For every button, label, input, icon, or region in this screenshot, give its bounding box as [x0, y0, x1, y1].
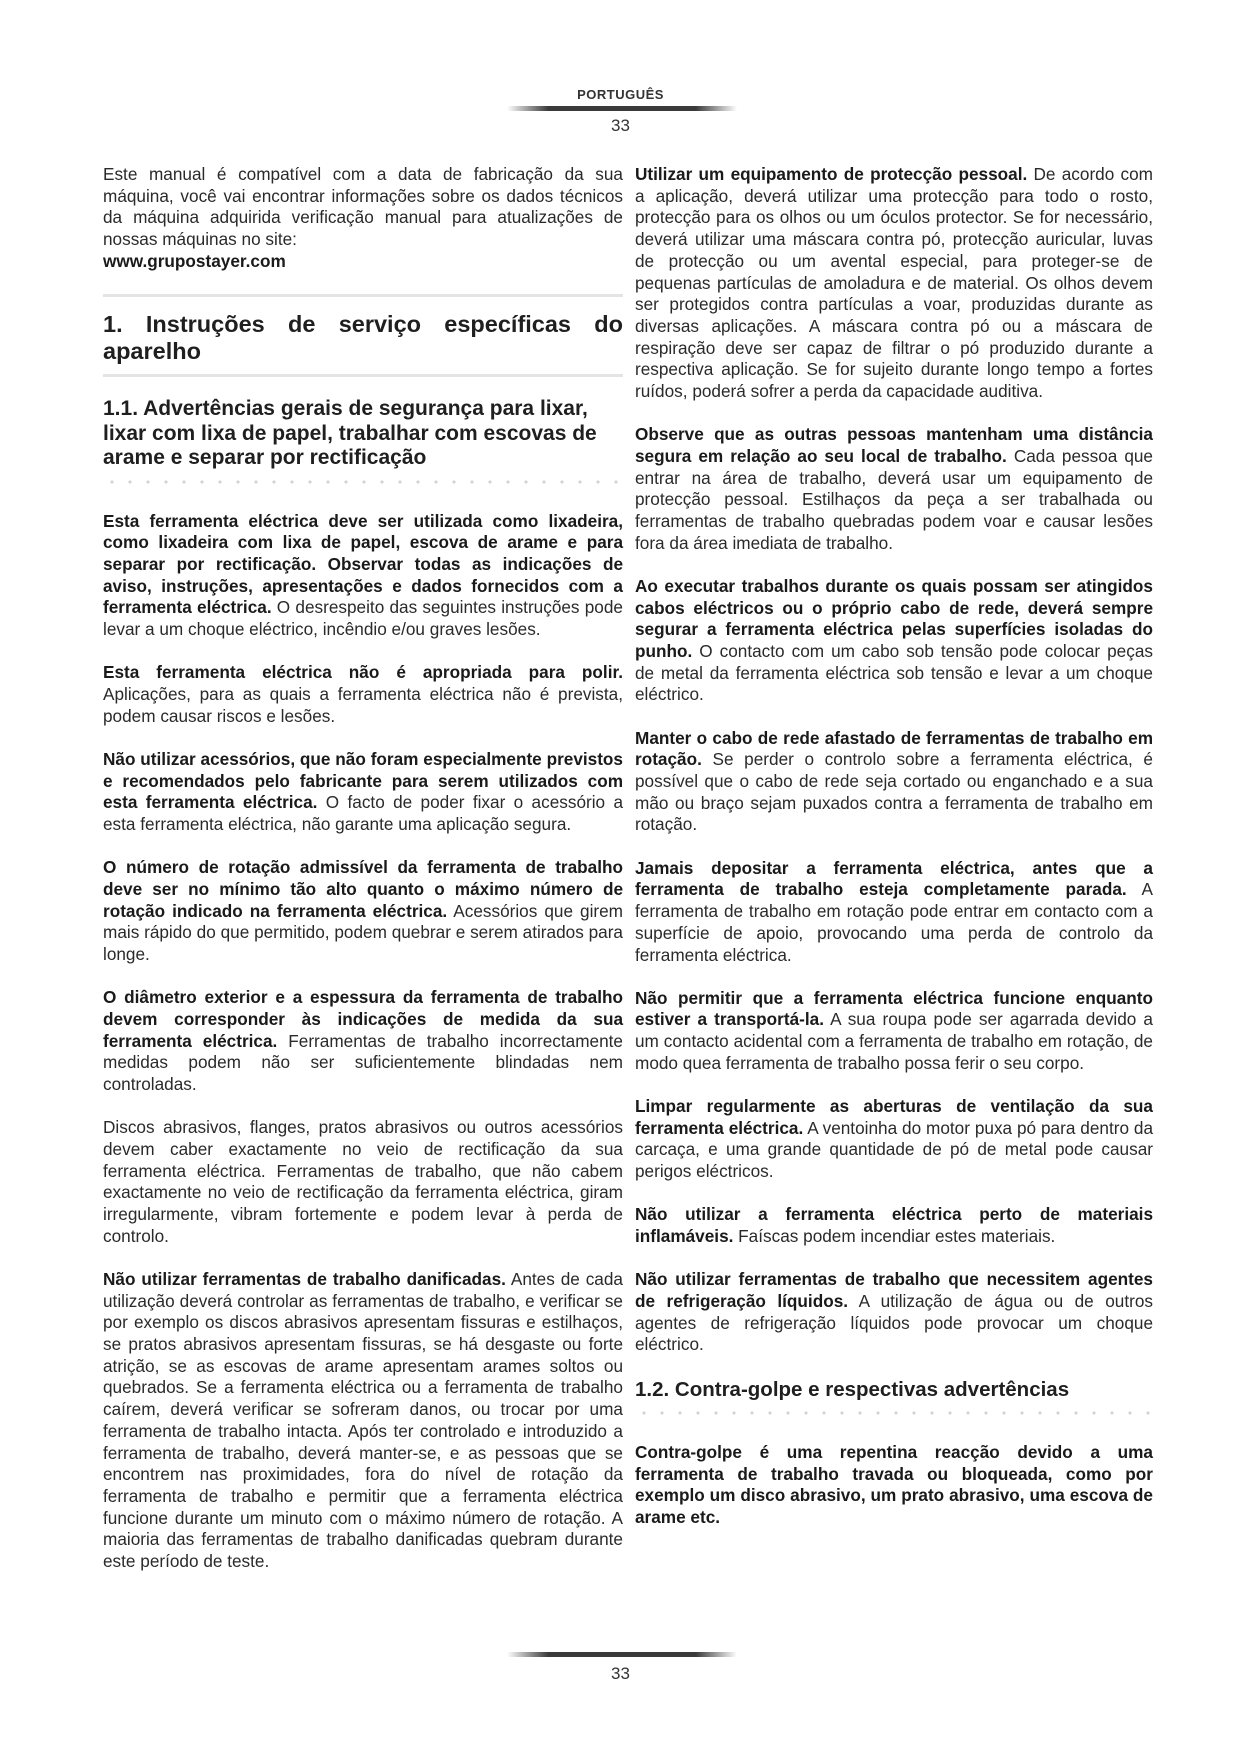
paragraph	[635, 1204, 1153, 1247]
section-heading-1-2-text: 1.2. Contra-golpe e respectivas advertências	[635, 1377, 1070, 1401]
left-column	[103, 164, 623, 1594]
paragraph	[103, 511, 623, 641]
paragraph	[103, 749, 623, 836]
section-heading-1: 1. Instruções de serviço específicas do aparelho	[103, 294, 623, 377]
paragraph	[635, 728, 1153, 837]
paragraph-text: A ventoinha do motor puxa pó para dentro da carcaça, e uma grande quantidade de pó de metal pode causar perigos eléctricos.	[635, 1117, 1153, 1182]
page-number-top: 33	[611, 116, 630, 135]
intro-paragraph	[103, 164, 623, 273]
paragraph-text: Se perder o controlo sobre a ferramenta eléctrica, é possível que o cabo de rede seja cortado ou enganchado e a sua mão ou braço sejam puxados contra a ferramenta de trabalho em rotação.	[635, 749, 1153, 835]
paragraph-bold: O número de rotação admissível da ferramenta de trabalho deve ser no mínimo tão alto quanto o máximo número de rotação indicado na ferramenta eléctrica.	[103, 857, 623, 921]
intro-text: Este manual é compatível com a data de fabricação da sua máquina, você vai encontrar informações sobre os dados técnicos da máquina adquirida verificação manual para atualizações de nossas máquinas no site:	[103, 164, 623, 250]
section-heading-1-2	[635, 1378, 1153, 1424]
header-language: PORTUGUÊS	[577, 87, 664, 102]
paragraph-text: Antes de cada utilização deverá controlar as ferramentas de trabalho, e verificar se por exemplo os discos abrasivos apresentam fissuras e estilhaços, se pratos abrasivos apresentam fissuras, se há desgaste ou forte atrição, se as escovas de arame apresentam arames soltos ou quebrados. Se a ferramenta eléctrica ou a ferramenta de trabalho caírem, deverá verificar se sofreram danos, ou trocar por uma ferramenta de trabalho intacta. Após ter controlado e introduzido a ferramenta de trabalho, deverá manter-se, e as pessoas que se encontrem nas proximidades, fora do nível de rotação da ferramenta de trabalho e permitir que a ferramenta eléctrica funcione durante um minuto com o máximo número de rotação. A maioria das ferramentas de trabalho danificadas quebram durante este período de teste.	[103, 1268, 623, 1572]
paragraph-text: De acordo com a aplicação, deverá utilizar uma protecção para todo o rosto, protecção para os olhos ou um óculos protector. Se for necessário, deverá utilizar uma máscara contra pó, protecção auricular, luvas de protecção ou um avental especial, para proteger-se de pequenas partículas de amoladura e de material. Os olhos devem ser protegidos contra partículas a voar, produzidas durante as diversas aplicações. A máscara contra pó ou a máscara de respiração deve ser capaz de filtrar o pó produzido durante a respectiva aplicação. Se for sujeito durante longo tempo a fortes ruídos, poderá sofrer a perda da capacidade auditiva.	[635, 164, 1153, 402]
paragraph-bold: O diâmetro exterior e a espessura da ferramenta de trabalho devem corresponder às indicações de medida da sua ferramenta eléctrica.	[103, 987, 623, 1051]
paragraph-bold: Não permitir que a ferramenta eléctrica funcione enquanto estiver a transportá-la.	[635, 987, 1153, 1030]
paragraph-bold: Limpar regularmente as aberturas de ventilação da sua ferramenta eléctrica.	[635, 1096, 1153, 1138]
right-column	[635, 164, 1153, 1550]
paragraph-text: A sua roupa pode ser agarrada devido a um contacto acidental com a ferramenta de trabalho em rotação, de modo quea ferramenta de trabalho possa ferir o seu corpo.	[635, 1009, 1153, 1073]
paragraph-text: Aplicações, para as quais a ferramenta eléctrica não é prevista, podem causar riscos e lesões.	[103, 683, 623, 726]
paragraph	[635, 1442, 1153, 1529]
paragraph-text: O facto de poder fixar o acessório a esta ferramenta eléctrica, não garante uma aplicação segura.	[103, 792, 623, 834]
dotted-divider	[103, 480, 623, 484]
paragraph-bold: Utilizar um equipamento de protecção pessoal.	[635, 164, 1028, 184]
paragraph-text: A ferramenta de trabalho em rotação pode entrar em contacto com a superfície de apoio, provocando uma perda de controlo da ferramenta eléctrica.	[635, 879, 1153, 965]
paragraph	[635, 576, 1153, 706]
paragraph-bold: Contra-golpe é uma repentina reacção devido a uma ferramenta de trabalho travada ou bloqueada, como por exemplo um disco abrasivo, um prato abrasivo, uma escova de arame etc.	[635, 1442, 1153, 1528]
paragraph-text: Cada pessoa que entrar na área de trabalho, deverá usar um equipamento de protecção pessoal. Estilhaços da peça a ser trabalhada ou ferramentas de trabalho quebradas podem voar e causar lesões fora da área imediata de trabalho.	[635, 445, 1153, 553]
paragraph	[635, 1096, 1153, 1183]
paragraph	[103, 1269, 623, 1573]
footer-rule	[507, 1652, 737, 1657]
paragraph	[635, 988, 1153, 1075]
paragraph-bold: Não utilizar ferramentas de trabalho danificadas.	[103, 1268, 506, 1289]
paragraph	[635, 1269, 1153, 1356]
paragraph	[103, 987, 623, 1096]
paragraph-text: O contacto com um cabo sob tensão pode colocar peças de metal da ferramenta eléctrica sob tensão e levar a um choque eléctrico.	[635, 641, 1153, 705]
section-heading-1-1	[103, 397, 623, 492]
paragraph	[635, 424, 1153, 554]
paragraph-text: Ferramentas de trabalho incorrectamente medidas podem não ser suficientemente blindadas nem controladas.	[103, 1030, 623, 1094]
paragraph: Discos abrasivos, flanges, pratos abrasivos ou outros acessórios devem caber exactamente no veio de rectificação da sua ferramenta eléctrica. Ferramentas de trabalho, que não cabem exactamente no veio de rectificação da ferramenta eléctrica, giram irregularmente, vibram fortemente e podem levar à perda de controlo.	[103, 1117, 623, 1246]
paragraph-bold: Não utilizar acessórios, que não foram especialmente previstos e recomendados pelo fabricante para serem utilizados com esta ferramenta eléctrica.	[103, 748, 623, 813]
paragraph	[103, 662, 623, 727]
paragraph	[635, 164, 1153, 403]
paragraph-text: A utilização de água ou de outros agentes de refrigeração líquidos pode provocar um choque eléctrico.	[635, 1290, 1153, 1355]
section-heading-1-1-text: 1.1. Advertências gerais de segurança para lixar, lixar com lixa de papel, trabalhar com escovas de arame e separar por rectificação	[103, 397, 597, 470]
paragraph-bold: Esta ferramenta eléctrica não é apropriada para polir.	[103, 662, 623, 683]
paragraph-bold: Manter o cabo de rede afastado de ferramentas de trabalho em rotação.	[635, 727, 1153, 770]
paragraph-bold: Jamais depositar a ferramenta eléctrica, antes que a ferramenta de trabalho esteja completamente parada.	[635, 857, 1153, 900]
dotted-divider	[635, 1411, 1153, 1415]
paragraph-text: Faíscas podem incendiar estes materiais.	[733, 1226, 1056, 1247]
paragraph-bold: Observe que as outras pessoas mantenham uma distância segura em relação ao seu local de trabalho.	[635, 424, 1153, 466]
paragraph	[103, 857, 623, 966]
page-number-bottom: 33	[611, 1664, 630, 1683]
paragraph-bold: Ao executar trabalhos durante os quais possam ser atingidos cabos eléctricos ou o próprio cabo de rede, deverá sempre segurar a ferramenta eléctrica pelas superfícies isoladas do punho.	[635, 575, 1153, 662]
paragraph-text: O desrespeito das seguintes instruções pode levar a um choque eléctrico, incêndio e/ou graves lesões.	[103, 597, 623, 640]
paragraph-text: Acessórios que girem mais rápido do que permitido, podem quebrar e serem atirados para longe.	[103, 900, 623, 964]
header-rule	[507, 106, 737, 111]
website-link[interactable]: www.grupostayer.com	[103, 250, 286, 271]
paragraph-bold: Não utilizar a ferramenta eléctrica perto de materiais inflamáveis.	[635, 1204, 1153, 1247]
paragraph	[635, 858, 1153, 967]
paragraph-bold: Não utilizar ferramentas de trabalho que necessitem agentes de refrigeração líquidos.	[635, 1269, 1153, 1311]
paragraph-bold: Esta ferramenta eléctrica deve ser utilizada como lixadeira, como lixadeira com lixa de papel, escova de arame e para separar por rectificação. Observar todas as indicações de aviso, instruções, apresentações e dados fornecidos com a ferramenta eléctrica.	[103, 510, 623, 618]
